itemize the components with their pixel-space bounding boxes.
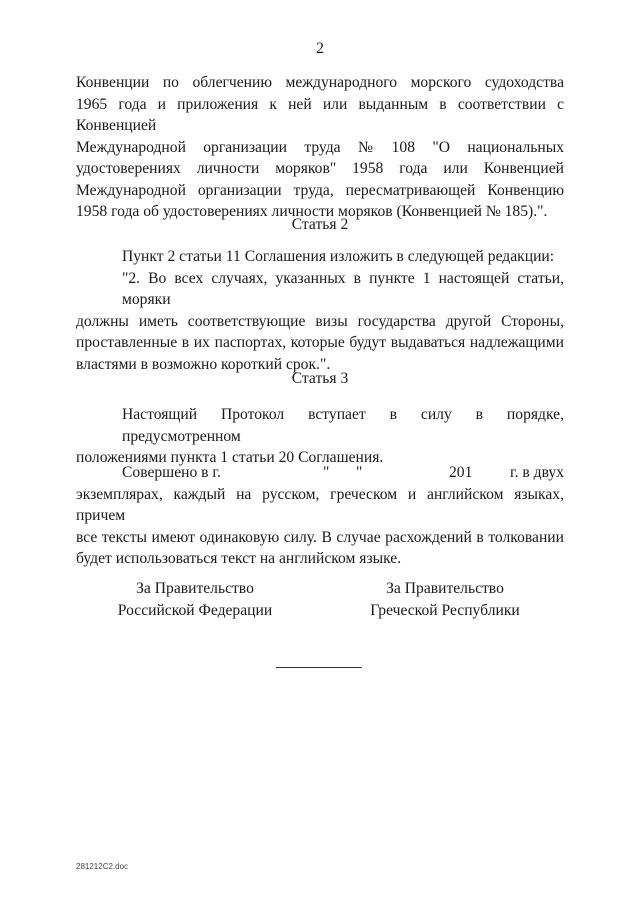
signature-line: За Правительство	[136, 580, 254, 597]
article-3-line: Настоящий Протокол вступает в силу в порядке, предусмотренном	[122, 406, 564, 445]
article-2-heading: Статья 2	[291, 216, 349, 233]
article-2-body	[76, 246, 564, 375]
article-3-heading: Статья 3	[291, 370, 349, 387]
done-year: 201	[449, 464, 473, 481]
article-2-lead: Пункт 2 статьи 11 Соглашения изложить в следующей редакции:	[122, 248, 555, 265]
signature-line: За Правительство	[386, 580, 504, 597]
article-2-quote-line: властями в возможно короткий срок.".	[76, 355, 331, 373]
intro-line: 1965 года и приложения к ней или выданным в соответствии с Конвенцией	[76, 95, 564, 134]
done-line: экземплярах, каждый на русском, греческом и английском языках, причем	[76, 485, 564, 524]
done-line: будет использоваться текст на английском языке.	[76, 550, 402, 567]
intro-line: удостоверениях личности моряков" 1958 года или Конвенцией	[76, 160, 564, 177]
signature-line: Российской Федерации	[117, 601, 273, 619]
intro-line: Международной организации труда № 108 "О национальных	[76, 138, 564, 156]
done-quote-open: "	[323, 464, 330, 481]
article-3-body	[76, 404, 564, 469]
intro-line: Международной организации труда, пересматривающей Конвенцию	[76, 181, 564, 199]
article-3-line: положениями пункта 1 статьи 20 Соглашения.	[76, 449, 384, 466]
done-line: все тексты имеют одинаковую силу. В случае расхождений в толковании	[76, 528, 564, 546]
signature-line: Греческой Республики	[370, 601, 520, 619]
article-2-quote-line: должны иметь соответствующие визы государства другой Стороны,	[76, 312, 564, 330]
done-quote-close: "	[356, 464, 363, 481]
done-paragraph	[76, 462, 564, 570]
intro-line: 1958 года об удостоверениях личности моряков (Конвенцией № 185).".	[76, 203, 548, 220]
done-first-line	[76, 462, 564, 484]
page-number: 2	[316, 40, 324, 57]
intro-paragraph	[76, 72, 564, 223]
article-2-quote-line: "2. Во всех случаях, указанных в пункте 1 настоящей статьи, моряки	[122, 269, 564, 308]
file-name-footer: 281212C2.doc	[76, 862, 129, 871]
signature-block-russia	[100, 578, 290, 621]
closing-separator-line	[276, 667, 362, 668]
signature-block-greece	[350, 578, 540, 621]
article-2-quote-line: проставленные в их паспортах, которые будут выдаваться надлежащими	[76, 334, 564, 351]
intro-line: Конвенции по облегчению международного морского судоходства	[76, 74, 564, 91]
done-place-label: Совершено в г.	[122, 464, 221, 481]
done-year-suffix: г. в двух	[509, 464, 564, 481]
